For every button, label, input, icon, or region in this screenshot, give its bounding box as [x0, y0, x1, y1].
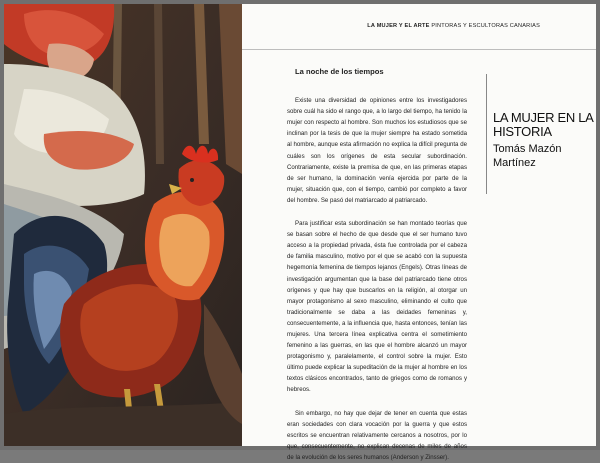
text-page [242, 4, 596, 461]
chapter-title: LA MUJER EN LA HISTORIA [493, 110, 593, 139]
paragraph-1: Existe una diversidad de opiniones entre los investigadores sobre cuál ha sido el rango que, a lo largo del tiempo, ha tenido la mujer con respecto al hombre. Son muchos los estudiosos que se inclinan por la tesis de que la mujer siempre ha estado sometida al hombre, aunque esta afirmación no explica la difícil pregunta de cuáles son los orígenes de esta secular subordinación. Contrariamente, existe la premisa de que, en las primeras etapas de ser humano, la dominación venía ejercida por parte de la mujer, situación que, con el tiempo, cambió por completo a favor del hombre. Se pasó del matriarcado al patriarcado. [287, 97, 467, 204]
article-body [287, 66, 467, 463]
section-title: La noche de los tiempos [295, 67, 384, 76]
running-header-series: LA MUJER Y EL ARTE [367, 23, 430, 29]
aside-rule [486, 74, 487, 194]
running-header [367, 23, 540, 29]
paragraph-3: Sin embargo, no hay que dejar de tener en cuenta que estas eran sociedades con clara vocación por la guerra y que estos escritos se encuentran relativamente cercanos a nosotros, por lo que, consecuentemente, no explican decenas de miles de años de la evolución de los seres humanos (Anderson y Zinsser). [287, 409, 467, 461]
paragraph-2: Para justificar esta subordinación se han montado teorías que se basan sobre el hecho de que desde que el ser humano tuvo acceso a la propiedad privada, ésta fue controlada por el cabeza de familia masculino, motivo por el que se acabó con la supuesta hegemonía femenina de tiempos lejanos (Engels). Otras líneas de investigación argumentan que la base del patriarcado tiene otros orígenes y que hay que buscarlos en la religión, al otorgar un mayor protagonismo al sexo masculino, eliminando el culto que tradicionalmente se daba a las deidades femeninas y, consecuentemente, a la influencia que, hasta entonces, tenían las mujeres. Una tercera línea explicativa centra el sometimiento femenino a las guerras, en las que el hombre alcanzó un mayor protagonismo y, paralelamente, el control sobre la mujer. Esto último puede explicar la supeditación de la mujer al hombre en los textos clásicos encontrados, tanto de griegos como de romanos y hebreos. [287, 220, 467, 394]
header-rule [242, 49, 596, 50]
running-header-subtitle: PINTORAS Y ESCULTORAS CANARIAS [431, 23, 540, 29]
painting-woman-and-rooster [4, 4, 242, 446]
chapter-author: Tomás Mazón Martínez [493, 143, 562, 169]
chapter-aside [493, 111, 593, 170]
